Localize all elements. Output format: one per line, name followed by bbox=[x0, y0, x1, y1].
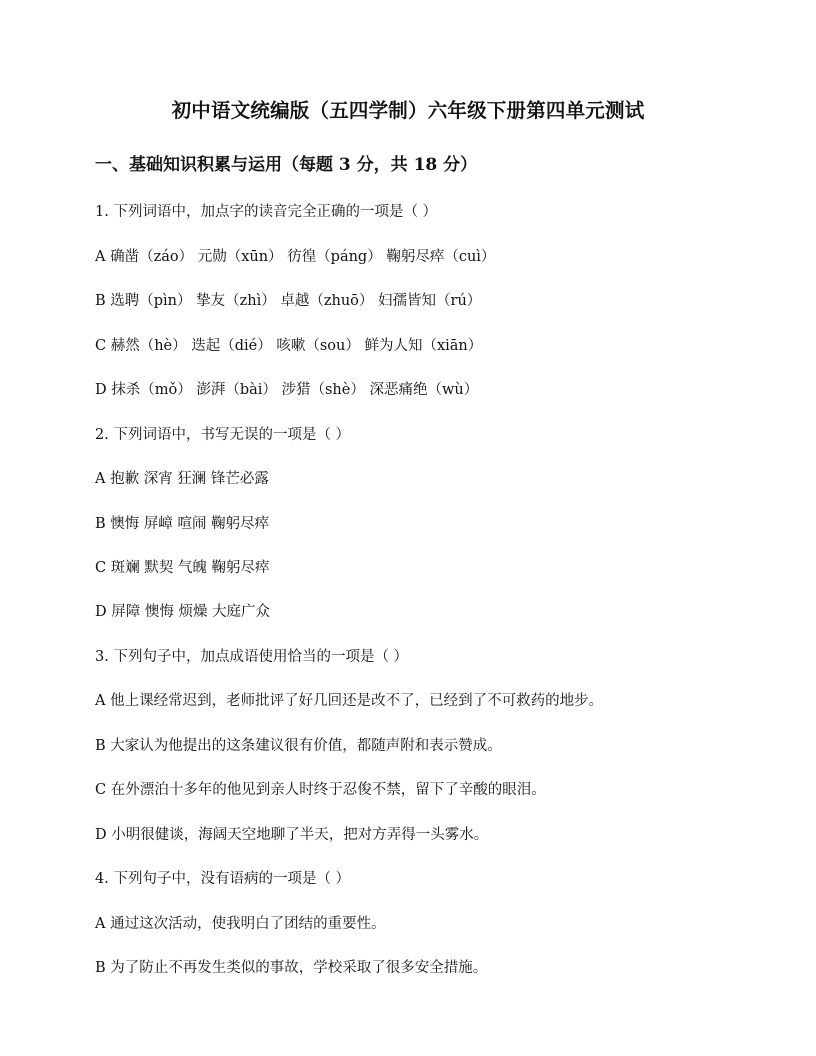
question-4: 4. 下列句子中，没有语病的一项是（ ） bbox=[95, 871, 351, 887]
option-3d: D 小明很健谈，海阔天空地聊了半天，把对方弄得一头雾水。 bbox=[95, 827, 489, 843]
option-4a: A 通过这次活动，使我明白了团结的重要性。 bbox=[95, 916, 386, 932]
option-2d: D 屏障 懊悔 烦燥 大庭广众 bbox=[95, 604, 271, 620]
option-4b: B 为了防止不再发生类似的事故，学校采取了很多安全措施。 bbox=[95, 960, 488, 976]
page-title: 初中语文统编版（五四学制）六年级下册第四单元测试 bbox=[171, 99, 645, 122]
section-heading: 一、基础知识积累与运用（每题 3 分，共 18 分） bbox=[95, 155, 478, 175]
question-1: 1. 下列词语中，加点字的读音完全正确的一项是（ ） bbox=[95, 204, 438, 220]
option-2b: B 懊悔 屏嶂 喧闹 鞠躬尽瘁 bbox=[95, 516, 270, 532]
option-3c: C 在外漂泊十多年的他见到亲人时终于忍俊不禁，留下了辛酸的眼泪。 bbox=[95, 782, 546, 798]
option-3b: B 大家认为他提出的这条建议很有价值，都随声附和表示赞成。 bbox=[95, 738, 502, 754]
question-3: 3. 下列句子中，加点成语使用恰当的一项是（ ） bbox=[95, 649, 409, 665]
question-2: 2. 下列词语中，书写无误的一项是（ ） bbox=[95, 427, 351, 443]
option-1b: B 选聘（pìn） 挚友（zhì） 卓越（zhuō） 妇孺皆知（rú） bbox=[95, 293, 482, 309]
option-1d: D 抹杀（mǒ） 澎湃（bài） 涉猎（shè） 深恶痛绝（wù） bbox=[95, 382, 479, 398]
option-1c: C 赫然（hè） 迭起（dié） 咳嗽（sou） 鲜为人知（xiān） bbox=[95, 338, 483, 354]
option-3a: A 他上课经常迟到，老师批评了好几回还是改不了，已经到了不可救药的地步。 bbox=[95, 693, 604, 709]
option-2c: C 斑斓 默契 气魄 鞠躬尽瘁 bbox=[95, 560, 270, 576]
option-2a: A 抱歉 深宵 狂澜 锋芒必露 bbox=[95, 471, 269, 487]
option-1a: A 确凿（záo） 元勋（xūn） 彷徨（páng） 鞠躬尽瘁（cuì） bbox=[95, 249, 496, 265]
